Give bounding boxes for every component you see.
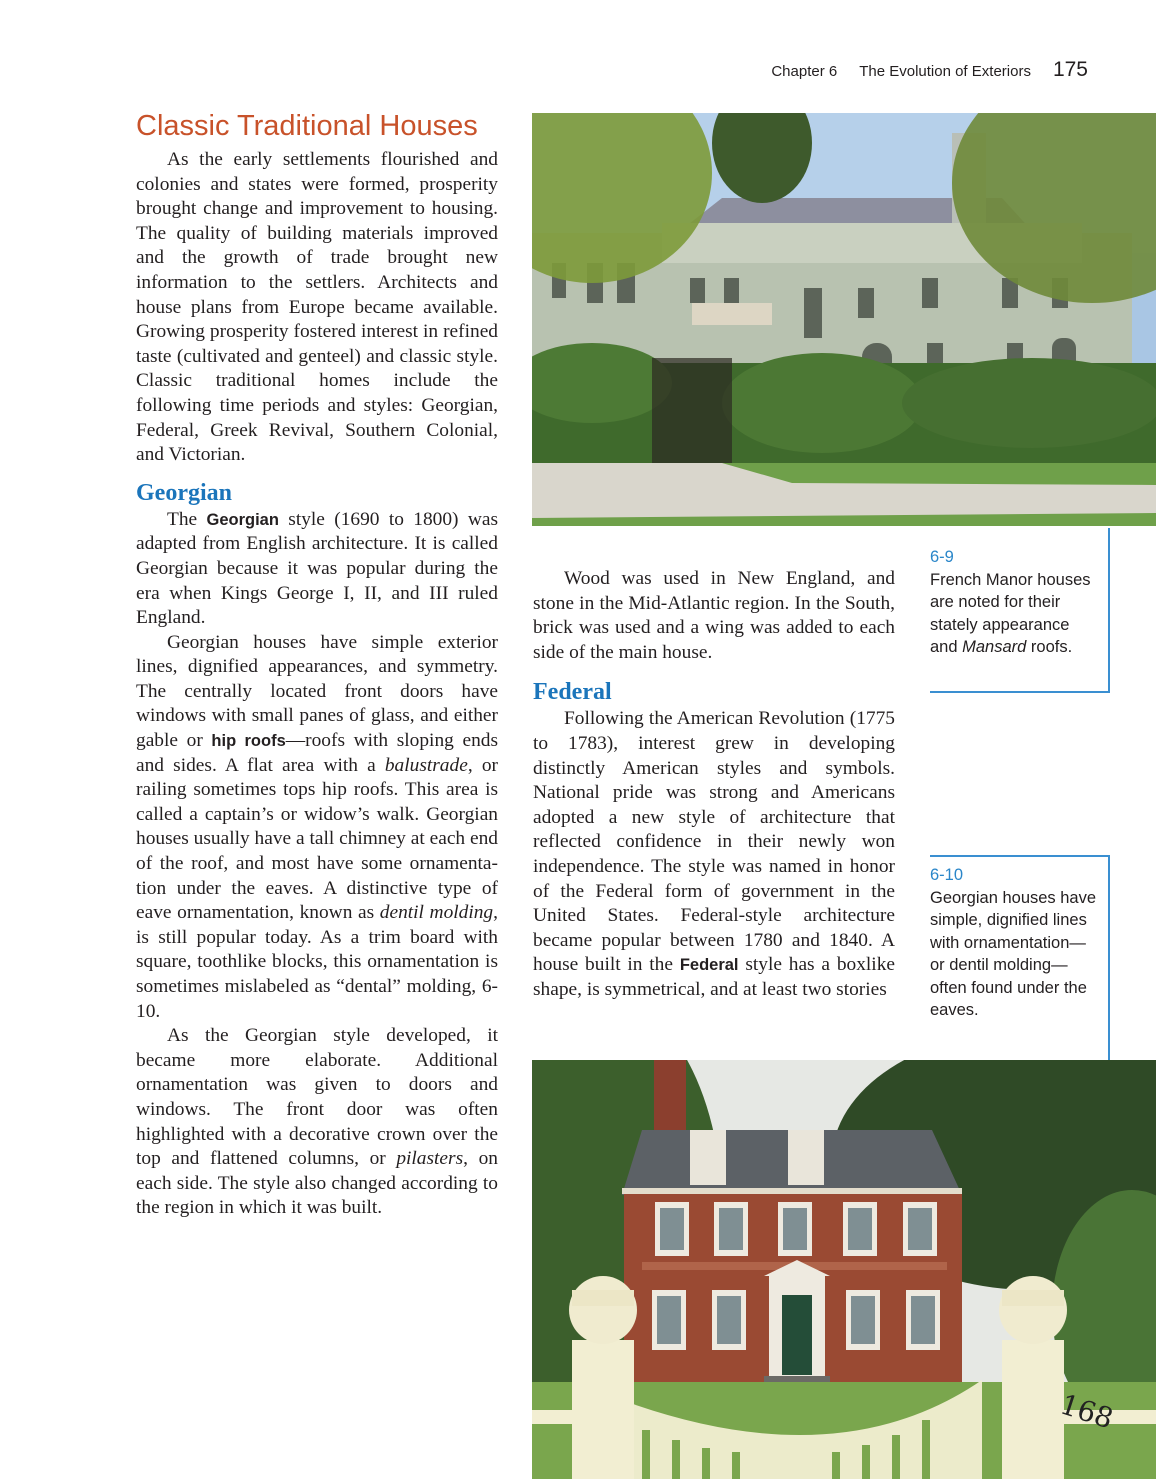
text-run: style (1690 to 1800) was adapted from English architecture. It is called Georgian because it was popular during the era when Kings George I, II, and III ruled England. [136, 508, 499, 629]
term-pilasters: pilasters [396, 1148, 464, 1170]
text-run: , or railing sometimes tops hip roofs. This area is called a captain’s or widow’s walk. Georgian houses usually have a tall chimney at each end of the roof, and most have some ornamentation under the eaves. A distinctive type of eave ornamentation, known as [136, 754, 498, 924]
caption-text: French Manor houses are noted for their stately appearance and [930, 570, 1091, 656]
text-run: style has a boxlike shape, is symmetrical, and at least two stories [533, 954, 895, 1000]
term-balustrade: balustrade [384, 754, 468, 776]
page-number: 175 [1052, 58, 1088, 81]
text-run: Following the American Revolution (1775 to 1783), interest grew in developing distinctly American styles and symbols. National pride was strong and Americans adopted a new style of architecture that reflected confidence in their newly won independence. The style was named in honor of the Federal form of government in the United States. Federal-style architecture became popular between 1780 and 1840. A house built in the [533, 708, 895, 976]
georgian-paragraph-2 [136, 631, 498, 1025]
figure-caption-6-9 [930, 546, 1100, 659]
caption-rule [1108, 528, 1110, 693]
federal-paragraph-1 [533, 707, 895, 1002]
georgian-heading: Georgian [136, 479, 232, 506]
caption-rule [930, 855, 1110, 857]
intro-paragraph: As the early settlements flourished and colonies and states were formed, prosperity brought change and improvement to housing. The quality of building materials improved and the growth of trade brought new information to the settlers. Architects and house plans from Europe became available. Growing prosperity fostered interest in refined taste (cultivated and genteel) and classic style. Classic traditional homes include the following time periods and styles: Georgian, Federal, Greek Revival, Southern Colonial, and Victorian. [136, 149, 498, 466]
caption-rule [930, 691, 1110, 693]
text-run: Georgian houses have simple exterior lines, dignified appearances, and symmetry. The centrally located front doors have windows with small panes of glass, and either gable or [136, 631, 498, 752]
federal-heading: Federal [533, 679, 612, 706]
text-run: , is still popular today. As a trim board with square, toothlike blocks, this ornamentation is sometimes mislabeled as “dental” molding, 6-10. [136, 902, 498, 1022]
caption-rule [1108, 855, 1110, 1060]
georgian-paragraph-1 [136, 508, 498, 631]
text-run: The [167, 508, 207, 530]
keyword-federal: Federal [679, 956, 739, 975]
georgian-paragraph-4: Wood was used in New England, and stone in the Mid-Atlantic region. In the South, brick was used and a wing was added to each side of the main house. [533, 568, 895, 663]
figure-number: 6-10 [930, 866, 964, 884]
term-mansard: Mansard [962, 638, 1027, 656]
chapter-label: Chapter 6 [771, 63, 838, 80]
photo-french-manor-house [532, 113, 1156, 526]
middle-column [533, 567, 895, 1003]
keyword-georgian: Georgian [206, 510, 279, 529]
figure-caption-6-10 [930, 864, 1100, 1022]
figure-number: 6-9 [930, 548, 954, 566]
text-run: As the Georgian style developed, it became more elaborate. Additional ornamentation was given to doors and windows. The front door was often highlighted with a decorative crown over the top and flattened columns, or [136, 1025, 498, 1170]
caption-text: Georgian houses have simple, dignified lines with ornamentation—or dentil molding—often found under the eaves. [930, 888, 1097, 1019]
running-header [771, 58, 1088, 82]
section-title: Classic Traditional Houses [136, 110, 478, 142]
chapter-title: The Evolution of Exteriors [859, 63, 1031, 80]
keyword-hip-roofs: hip roofs [211, 732, 286, 751]
photo-georgian-brick-house [532, 1060, 1156, 1479]
text-run: —roofs with sloping ends and sides. A flat area with a [136, 730, 499, 776]
house-number: 168 [1056, 1387, 1118, 1436]
left-column [136, 108, 498, 1221]
text-run: , on each side. The style also changed according to the region in which it was built. [136, 1148, 498, 1219]
caption-text: roofs. [1026, 638, 1073, 656]
term-dentil-molding: dentil molding [379, 902, 494, 924]
georgian-paragraph-3 [136, 1024, 498, 1221]
